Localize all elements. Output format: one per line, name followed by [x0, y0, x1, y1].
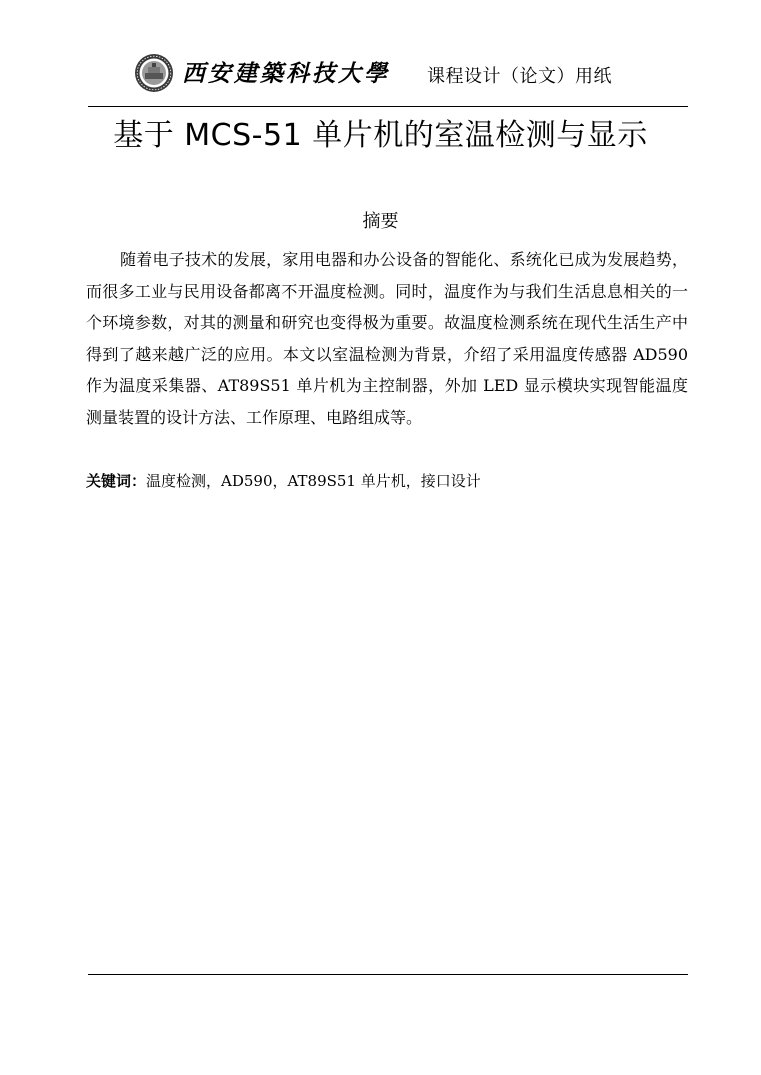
- header-divider: [88, 106, 688, 107]
- document-title: 基于 MCS-51 单片机的室温检测与显示: [113, 118, 648, 153]
- university-name: 西安建築科技大學: [182, 60, 390, 87]
- keywords-line: [86, 470, 688, 491]
- keywords-label: 关键词：: [86, 472, 147, 490]
- page-header: [88, 50, 688, 102]
- university-emblem-icon: [134, 53, 174, 93]
- keywords-text: 温度检测，AD590，AT89S51 单片机，接口设计: [146, 472, 481, 490]
- abstract-heading: 摘要: [362, 211, 399, 232]
- paper-type-label: 课程设计（论文）用纸: [427, 66, 612, 87]
- abstract-body: 随着电子技术的发展，家用电器和办公设备的智能化、系统化已成为发展趋势，而很多工业与民用设备都离不开温度检测。同时，温度作为与我们生活息息相关的一个环境参数，对其的测量和研究也变得极为重要。故温度检测系统在现代生活生产中得到了越来越广泛的应用。本文以室温检测为背景，介绍了采用温度传感器 AD590 作为温度采集器、AT89S51 单片机为主控制器，外加 LED 显示模块实现智能温度测量装置的设计方法、工作原理、电路组成等。: [86, 250, 688, 427]
- footer-divider: [88, 974, 688, 975]
